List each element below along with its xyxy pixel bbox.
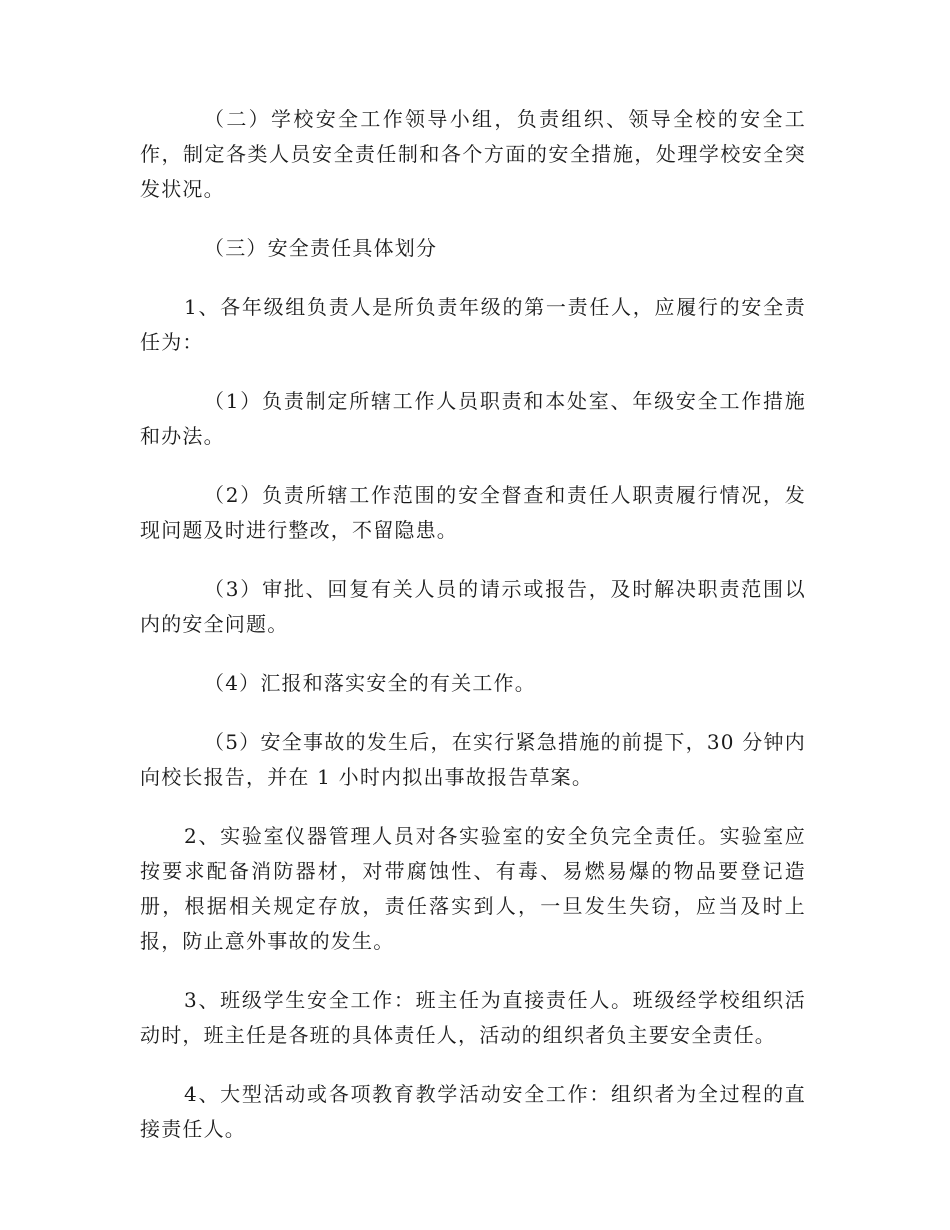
paragraph-item-2: （2）负责所辖工作范围的安全督查和责任人职责履行情况，发现问题及时进行整改，不留隐患。 — [140, 483, 806, 542]
paragraph-activity-safety: 4、大型活动或各项教育教学活动安全工作：组织者为全过程的直接责任人。 — [140, 1082, 806, 1141]
paragraph-item-1: （1）负责制定所辖工作人员职责和本处室、年级安全工作措施和办法。 — [140, 389, 806, 448]
paragraph-class-safety: 3、班级学生安全工作：班主任为直接责任人。班级经学校组织活动时，班主任是各班的具体责任人，活动的组织者负主要安全责任。 — [140, 988, 806, 1047]
paragraph-item-4: （4）汇报和落实安全的有关工作。 — [204, 671, 536, 695]
paragraph-item-3: （3）审批、回复有关人员的请示或报告，及时解决职责范围以内的安全问题。 — [140, 577, 806, 636]
paragraph-lab-safety: 2、实验室仪器管理人员对各实验室的安全负完全责任。实验室应按要求配备消防器材，对带腐蚀性、有毒、易燃易爆的物品要登记造册，根据相关规定存放，责任落实到人，一旦发生失窃，应当及时上报，防止意外事故的发生。 — [140, 824, 806, 953]
paragraph-leadership-group: （二）学校安全工作领导小组，负责组织、领导全校的安全工作，制定各类人员安全责任制和各个方面的安全措施，处理学校安全突发状况。 — [140, 107, 806, 201]
paragraph-section-heading: （三）安全责任具体划分 — [204, 236, 438, 260]
paragraph-item-5: （5）安全事故的发生后，在实行紧急措施的前提下，30 分钟内向校长报告，并在 1 小时内拟出事故报告草案。 — [140, 730, 806, 789]
paragraph-grade-leader: 1、各年级组负责人是所负责年级的第一责任人，应履行的安全责任为： — [140, 295, 806, 354]
document-page — [140, 102, 806, 1171]
